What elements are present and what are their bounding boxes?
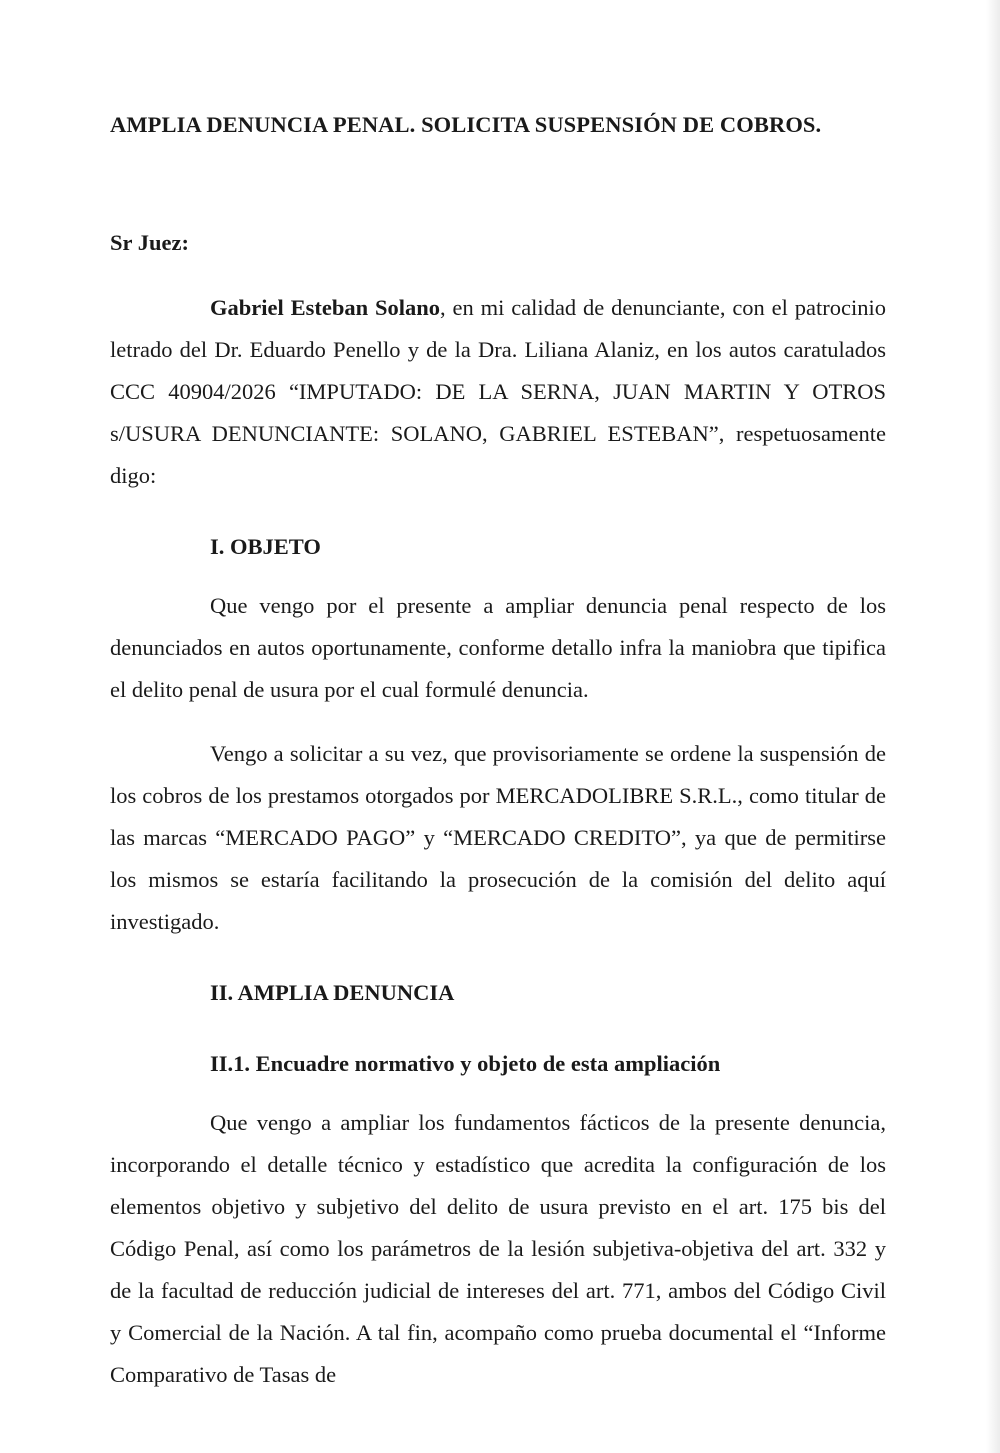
page-edge-shadow — [986, 0, 1000, 1453]
document-title: AMPLIA DENUNCIA PENAL. SOLICITA SUSPENSIÓN DE COBROS. — [110, 112, 822, 137]
subsection-heading-encuadre: II.1. Encuadre normativo y objeto de esta ampliación — [210, 1051, 721, 1076]
encuadre-paragraph-1: Que vengo a ampliar los fundamentos fácticos de la presente denuncia, incorporando el detalle técnico y estadístico que acredita la configuración de los elementos objetivo y subjetivo del delito de usura previsto en el art. 175 bis del Código Penal, así como los parámetros de la lesión subjetiva-objetiva del art. 332 y de la facultad de reducción judicial de intereses del art. 771, ambos del Código Civil y Comercial de la Nación. A tal fin, acompaño como prueba documental el “Informe Comparativo de Tasas de — [110, 1110, 886, 1387]
objeto-paragraph-1: Que vengo por el presente a ampliar denuncia penal respecto de los denunciados en autos oportunamente, conforme detallo infra la maniobra que tipifica el delito penal de usura por el cual formulé denuncia. — [110, 593, 886, 702]
complainant-name: Gabriel Esteban Solano — [210, 295, 441, 320]
section-heading-objeto: I. OBJETO — [210, 534, 321, 559]
intro-text: , en mi calidad de denunciante, con el patrocinio letrado del Dr. Eduardo Penello y de la Dra. Liliana Alaniz, en los autos caratulados CCC 40904/2026 “IMPUTADO: DE LA SERNA, JUAN MARTIN Y OTROS s/USURA DENUNCIANTE: SOLANO, GABRIEL ESTEBAN”, respetuosamente digo: — [110, 295, 886, 488]
objeto-paragraph-2: Vengo a solicitar a su vez, que provisoriamente se ordene la suspensión de los cobros de los prestamos otorgados por MERCADOLIBRE S.R.L., como titular de las marcas “MERCADO PAGO” y “MERCADO CREDITO”, ya que de permitirse los mismos se estaría facilitando la prosecución de la comisión del delito aquí investigado. — [110, 741, 886, 934]
section-heading-amplia: II. AMPLIA DENUNCIA — [210, 980, 455, 1005]
salutation: Sr Juez: — [110, 230, 189, 255]
intro-paragraph — [110, 287, 886, 497]
